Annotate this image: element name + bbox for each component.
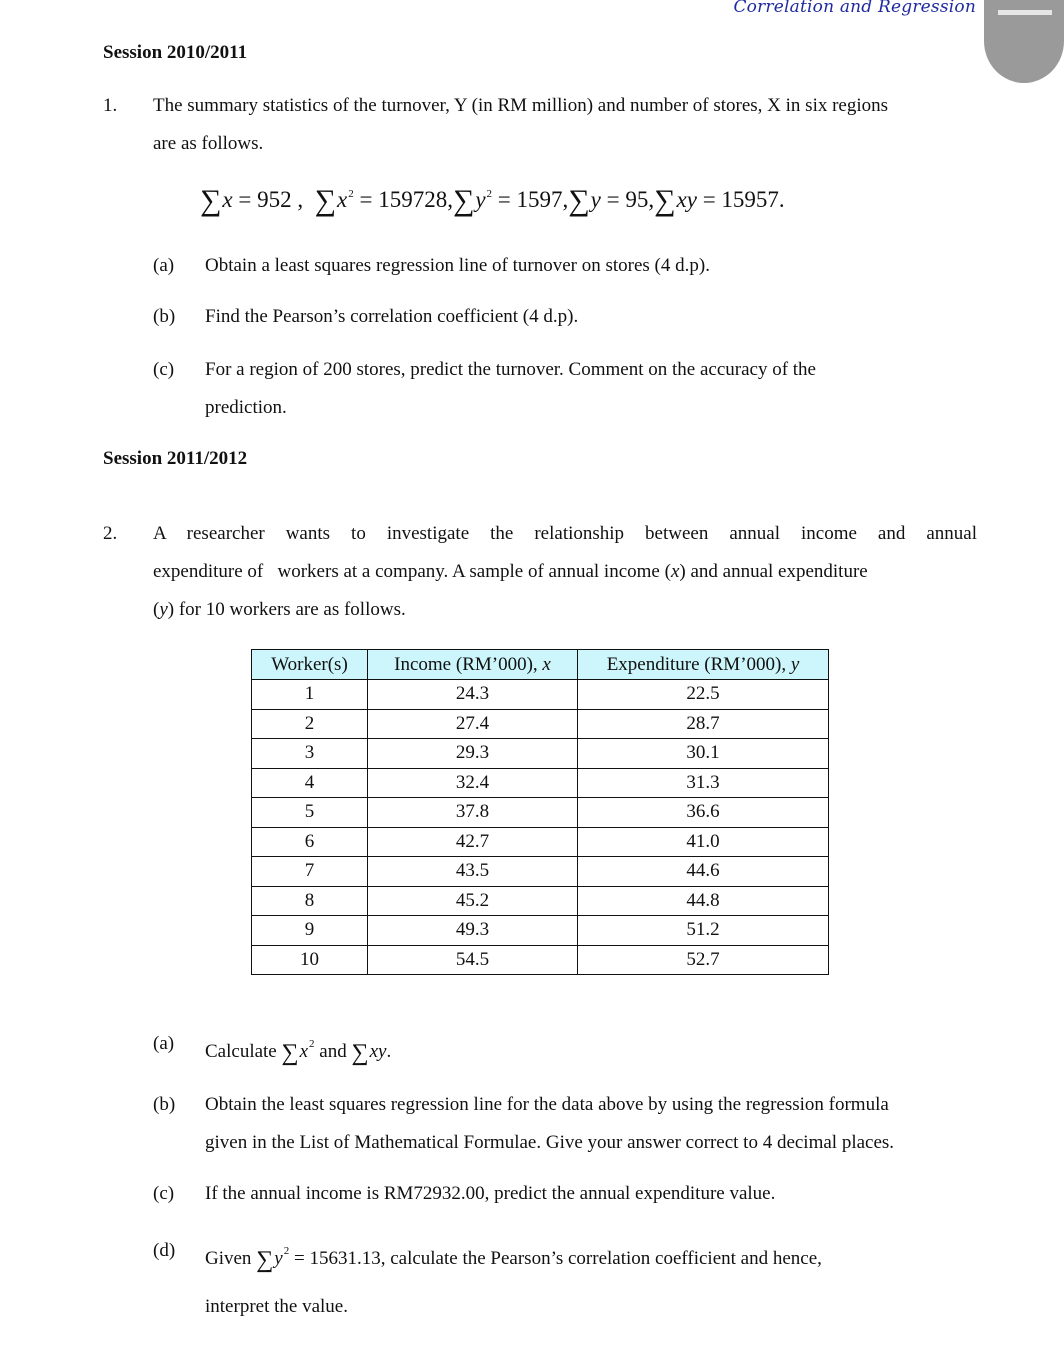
cell-worker: 7 [252,857,368,887]
sum-x-value: 952 [257,187,292,212]
table-row [252,768,829,798]
intro-text: expenditure of workers at a company. A sample of annual income ( [153,561,671,582]
sigma-symbol: ∑ [452,184,475,217]
table-row [252,739,829,769]
cell-income: 32.4 [368,768,578,798]
part-text-segment: , calculate the Pearson’s correlation coefficient and hence, [380,1248,822,1269]
part-text-line1: Obtain the least squares regression line for the data above by using the regression formula [205,1094,889,1115]
cell-income: 45.2 [368,886,578,916]
cell-worker: 3 [252,739,368,769]
cell-income: 37.8 [368,798,578,828]
part-text [205,1086,980,1162]
table-row [252,886,829,916]
sum-xy-value: 15957 [721,187,779,212]
column-header-worker [252,650,368,680]
cell-worker: 10 [252,945,368,975]
column-header-expenditure [578,650,829,680]
header-variable: x [542,653,551,675]
question-number: 1. [103,95,118,116]
cell-expenditure: 30.1 [578,739,829,769]
page-corner-tab [984,0,1064,83]
part-text: Obtain a least squares regression line of turnover on stores (4 d.p). [205,255,710,276]
cell-worker: 5 [252,798,368,828]
cell-expenditure: 52.7 [578,945,829,975]
part-label: (c) [153,1183,175,1204]
sigma-symbol: ∑ [281,1040,299,1066]
part-text-segment: Calculate [205,1041,282,1062]
part-text: If the annual income is RM72932.00, predict the annual expenditure value. [205,1183,776,1204]
table-row [252,709,829,739]
session-heading-2010: Session 2010/2011 [103,42,248,63]
cell-worker: 1 [252,680,368,710]
table-body [252,680,829,975]
sum-y2-value: 1597 [516,187,563,212]
part-text-line1: For a region of 200 stores, predict the turnover. Comment on the accuracy of the [205,359,816,380]
part-text: Calculate $\sum x^2$ and ∑xy. [205,1038,392,1066]
question-1-intro [153,87,977,163]
part-label: (d) [153,1240,176,1261]
cell-income: 49.3 [368,916,578,946]
cell-worker: 4 [252,768,368,798]
sigma-symbol: ∑ [256,1247,274,1273]
session-heading-2011: Session 2011/2012 [103,448,248,469]
sigma-symbol: ∑ [200,184,222,217]
sigma-symbol: ∑ [314,184,336,217]
part-text-line2: prediction. [205,397,287,418]
cell-income: 24.3 [368,680,578,710]
cell-income: 27.4 [368,709,578,739]
cell-expenditure: 44.6 [578,857,829,887]
cell-expenditure: 51.2 [578,916,829,946]
cell-expenditure: 44.8 [578,886,829,916]
minus-icon [998,10,1052,15]
intro-text: ) for 10 workers are as follows. [167,599,406,620]
cell-income: 29.3 [368,739,578,769]
sigma-symbol: ∑ [654,184,676,217]
table-row [252,945,829,975]
cell-income: 42.7 [368,827,578,857]
cell-expenditure: 22.5 [578,680,829,710]
summary-statistics-formula: ∑x = 952 , $\sum x^2 = 159728,\sum y^2 = 1597,\sum y = 95,\sum xy = 15957$. [200,184,785,217]
question-2-intro-line1: A researcher wants to investigate the relationship between annual income and annual [153,523,977,544]
question-1-intro-line1: The summary statistics of the turnover, Y (in RM million) and number of stores, X in six regions [153,95,889,116]
question-1-intro-line2: are as follows. [153,133,264,154]
sum-x2-value: 159728 [378,187,448,212]
header-text: Income (RM’000), [394,653,543,675]
income-expenditure-table [251,649,829,975]
variable-x: x [670,561,680,582]
part-text-line2: given in the List of Mathematical Formulae. Give your answer correct to 4 decimal places. [205,1132,895,1153]
table-row [252,680,829,710]
question-number: 2. [103,523,118,544]
header-variable: y [790,653,800,675]
part-label: (b) [153,1094,176,1115]
sigma-symbol: ∑ [568,184,590,217]
cell-expenditure: 28.7 [578,709,829,739]
column-header-income [368,650,578,680]
cell-worker: 9 [252,916,368,946]
header-text: Expenditure (RM’000), [606,653,791,675]
cell-expenditure: 36.6 [578,798,829,828]
part-label: (a) [153,1033,175,1054]
cell-expenditure: 31.3 [578,768,829,798]
sum-y2-value: 15631.13 [309,1248,381,1269]
sum-y-value: 95 [625,187,649,212]
cell-income: 43.5 [368,857,578,887]
question-2-intro [153,515,977,629]
part-text-line1: Given $\sum y^2 = 15631.13$, calculate the Pearson’s correlation coefficient and hence, [205,1245,822,1273]
cell-worker: 8 [252,886,368,916]
part-text: Find the Pearson’s correlation coefficient (4 d.p). [205,306,579,327]
running-header-title: Correlation and Regression [733,0,976,17]
part-text [205,1232,980,1326]
cell-expenditure: 41.0 [578,827,829,857]
table-row [252,798,829,828]
intro-text: ( [153,599,160,620]
part-label: (b) [153,306,176,327]
table-row [252,916,829,946]
table-row [252,857,829,887]
sigma-symbol: ∑ [351,1040,369,1066]
cell-worker: 2 [252,709,368,739]
part-text-segment: . [386,1041,392,1062]
table-header-row [252,650,829,680]
cell-worker: 6 [252,827,368,857]
part-label: (a) [153,255,175,276]
part-text-line2: interpret the value. [205,1296,348,1317]
intro-text: ) and annual expenditure [679,561,868,582]
part-text-segment: and [314,1041,352,1062]
variable-y: y [159,599,168,620]
part-label: (c) [153,359,175,380]
header-text: Worker(s) [271,653,348,675]
question-2-intro-line3 [153,591,977,629]
part-text-segment: Given [205,1248,257,1269]
table-row [252,827,829,857]
question-2-intro-line2 [153,553,977,591]
cell-income: 54.5 [368,945,578,975]
part-text [205,351,980,427]
